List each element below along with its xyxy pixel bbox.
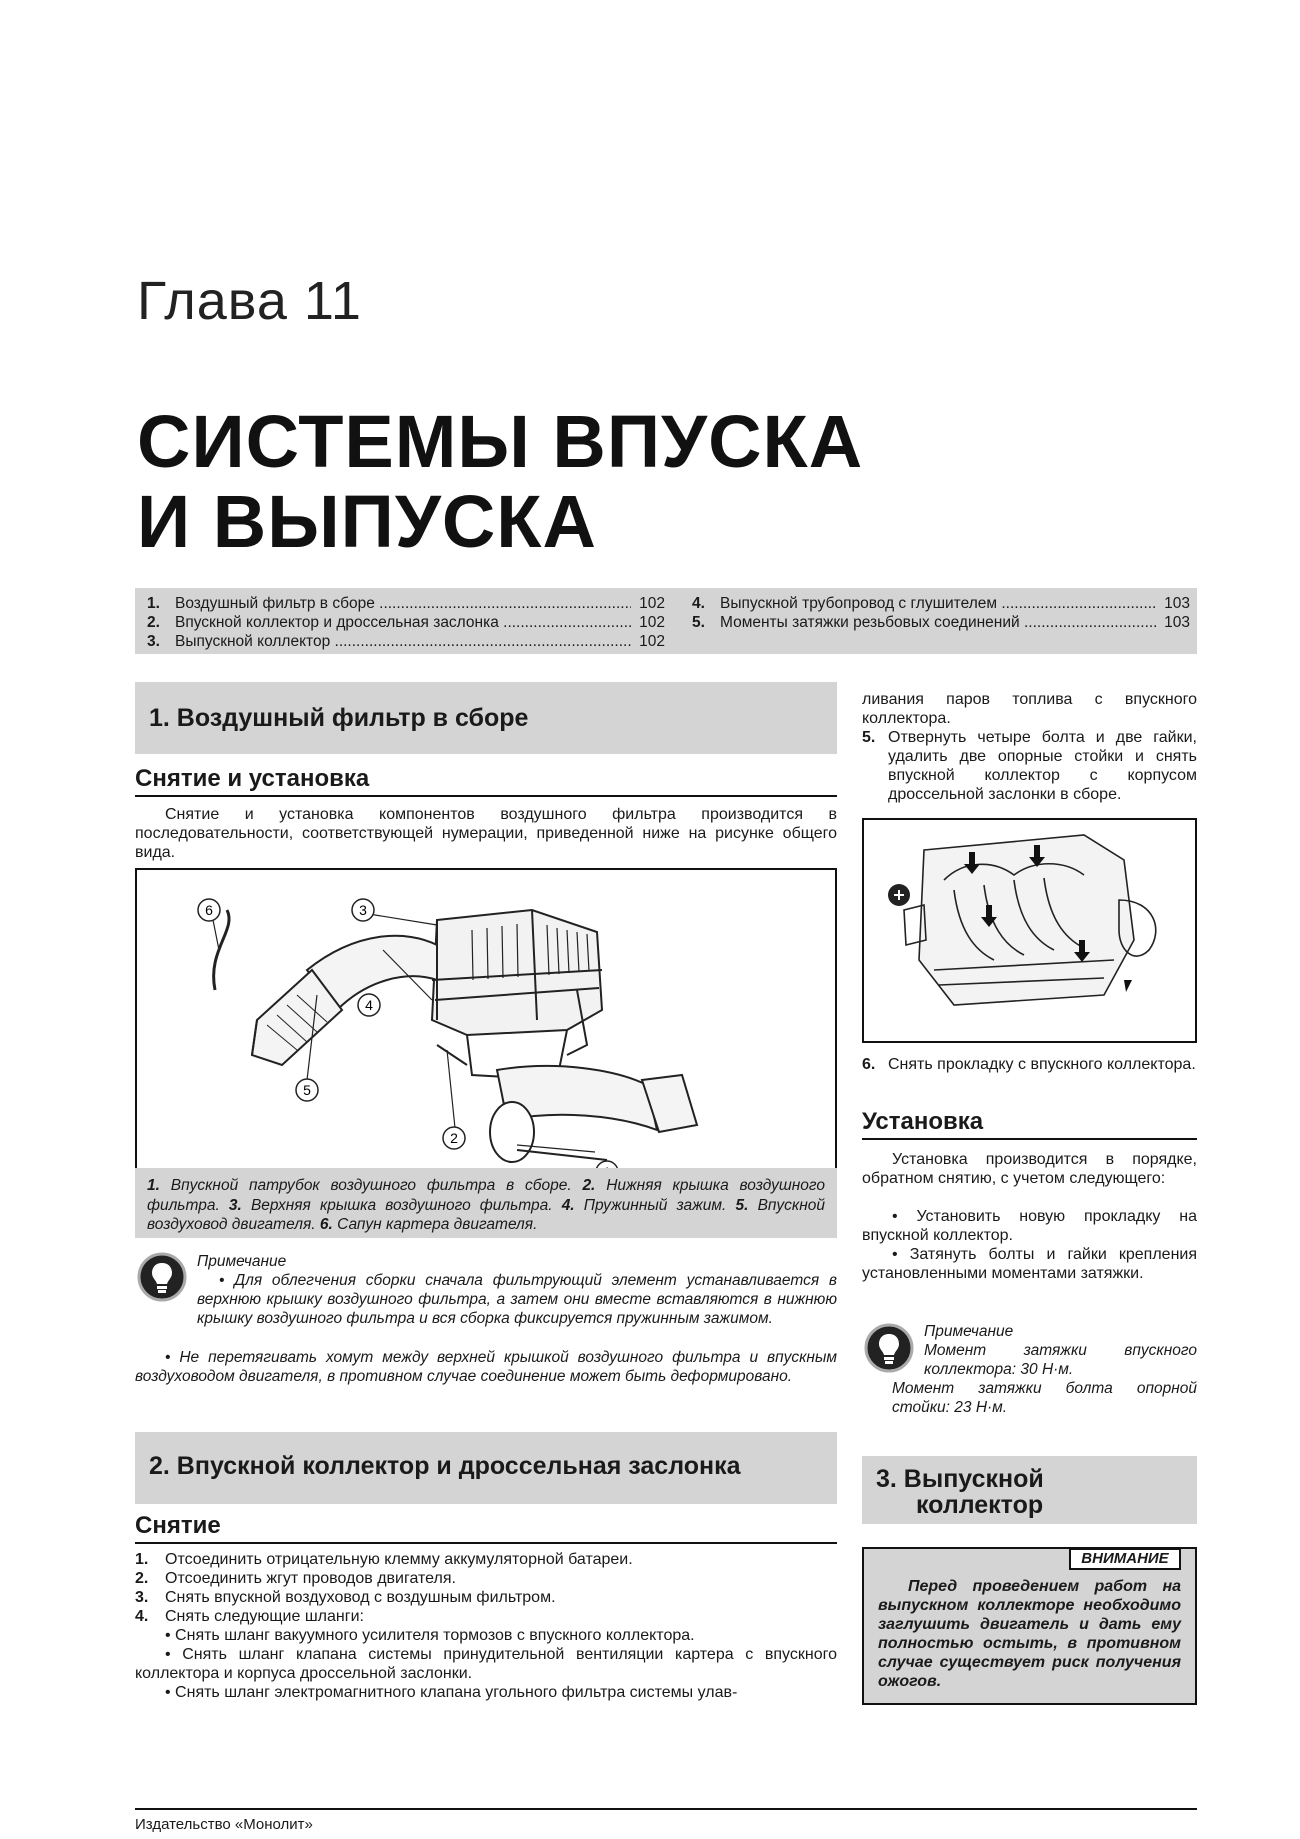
callout-3: 3 bbox=[359, 902, 367, 918]
toc-entry[interactable] bbox=[680, 594, 1190, 613]
figure-caption bbox=[135, 1168, 837, 1238]
toc-entry[interactable] bbox=[135, 594, 665, 613]
note-bulb-icon bbox=[864, 1323, 914, 1373]
toc-column-right bbox=[680, 594, 1190, 632]
warning-box bbox=[862, 1547, 1197, 1705]
removal-steps bbox=[135, 1550, 837, 1702]
section-1-intro: Снятие и установка компонентов воздушного фильтра производится в последовательности, соответствующей нумерации, приведенной ниже на рисунке общего вида. bbox=[135, 806, 837, 861]
callout-4: 4 bbox=[365, 997, 373, 1013]
note-2-line-1: Момент затяжки впускного коллектора: 30 Н·м. bbox=[924, 1342, 1197, 1378]
section-3-heading-line-2: коллектор bbox=[916, 1491, 1044, 1519]
toc-entry[interactable] bbox=[135, 613, 665, 632]
toc-entry[interactable] bbox=[680, 613, 1190, 632]
step-6 bbox=[862, 1055, 1197, 1074]
toc-entry-label: Выпускной трубопровод с глушителем ..... bbox=[720, 594, 1156, 613]
chapter-title-line-2: И ВЫПУСКА bbox=[137, 480, 597, 563]
toc-entry-page: 102 bbox=[639, 614, 665, 631]
chapter-title-line-1: СИСТЕМЫ ВПУСКА bbox=[137, 400, 864, 483]
toc-entry-number: 3. bbox=[147, 633, 160, 650]
toc-entry-number: 4. bbox=[692, 595, 705, 612]
list-item bbox=[135, 1607, 837, 1626]
installation-subheading: Установка bbox=[862, 1108, 1197, 1140]
section-2-heading: 2. Впускной коллектор и дроссельная заслонка bbox=[135, 1432, 837, 1504]
sub-step: • Снять шланг вакуумного усилителя тормозов с впускного коллектора. bbox=[165, 1627, 695, 1644]
step-number: 5. bbox=[862, 729, 876, 746]
intake-duct bbox=[252, 936, 437, 1065]
toc-entry-number: 5. bbox=[692, 614, 705, 631]
step-number: 1. bbox=[135, 1551, 149, 1568]
intake-manifold-figure bbox=[862, 818, 1197, 1043]
sub-step: • Снять шланг клапана системы принудительной вентиляции картера с впускного коллектора и корпуса дроссельной заслонки. bbox=[135, 1646, 837, 1682]
warning-tag: ВНИМАНИЕ bbox=[1069, 1548, 1181, 1570]
installation-bullet-1: • Установить новую прокладку на впускной коллектор. bbox=[862, 1208, 1197, 1244]
caption-num-4: 4. bbox=[561, 1196, 575, 1214]
section-1-heading: 1. Воздушный фильтр в сборе bbox=[135, 682, 837, 754]
caption-num-2: 2. bbox=[582, 1177, 596, 1194]
step-text: Снять впускной воздуховод с воздушным фильтром. bbox=[165, 1589, 556, 1606]
caption-num-1: 1. bbox=[147, 1177, 160, 1194]
toc-entry-page: 103 bbox=[1164, 614, 1190, 631]
note-1-paragraph-1: • Для облегчения сборки сначала фильтрующий элемент устанавливается в верхнюю крышку воздушного фильтра, а затем они вместе вставляются в нижнюю крышку воздушного фильтра и вся сборка фиксируется пружинным зажимом. bbox=[197, 1272, 837, 1327]
publisher-footer: Издательство «Монолит» bbox=[135, 1816, 313, 1833]
section-2-subheading: Снятие bbox=[135, 1512, 837, 1544]
step-text: Снять следующие шланги: bbox=[165, 1608, 364, 1625]
caption-text-3: Верхняя крышка воздушного фильтра. bbox=[250, 1196, 553, 1214]
table-of-contents bbox=[135, 588, 1197, 654]
step-text: Снять прокладку с впускного коллектора. bbox=[888, 1056, 1196, 1073]
note-bulb-icon bbox=[137, 1252, 187, 1302]
section-2-continued-text: ливания паров топлива с впускного коллектора. bbox=[862, 691, 1197, 727]
step-number: 3. bbox=[135, 1589, 149, 1606]
toc-entry-page: 102 bbox=[639, 595, 665, 612]
toc-column-left bbox=[135, 594, 665, 651]
engine-outline bbox=[904, 835, 1156, 1005]
stud-icon bbox=[888, 884, 910, 906]
installation-bullet-2: • Затянуть болты и гайки крепления установленными моментами затяжки. bbox=[862, 1246, 1197, 1282]
step-text: Отвернуть четыре болта и две гайки, удалить две опорные стойки и снять впускной коллектор с корпусом дроссельной заслонки в сборе. bbox=[888, 729, 1197, 803]
toc-entry-label: Воздушный фильтр в сборе ..... bbox=[175, 594, 631, 613]
caption-text-2: Нижняя крышка воздушного фильтра. bbox=[147, 1177, 825, 1214]
callout-5: 5 bbox=[303, 1082, 311, 1098]
section-3-heading-line-1: 3. Выпускной bbox=[876, 1465, 1044, 1493]
list-item bbox=[862, 728, 1197, 804]
toc-entry-number: 2. bbox=[147, 614, 160, 631]
toc-entry-page: 102 bbox=[639, 633, 665, 650]
step-5 bbox=[862, 728, 1197, 804]
toc-entry-page: 103 bbox=[1164, 595, 1190, 612]
caption-num-5: 5. bbox=[735, 1196, 749, 1214]
toc-entry[interactable] bbox=[135, 632, 665, 651]
section-1-subheading: Снятие и установка bbox=[135, 765, 837, 797]
caption-num-6: 6. bbox=[319, 1216, 333, 1233]
sub-step: • Снять шланг электромагнитного клапана угольного фильтра системы улав- bbox=[165, 1684, 738, 1701]
caption-text-6: Сапун картера двигателя. bbox=[337, 1216, 538, 1233]
caption-text-5: Впускной воздуховод двигателя. bbox=[147, 1196, 826, 1233]
toc-entry-label: Моменты затяжки резьбовых соединений ..... bbox=[720, 613, 1156, 632]
step-text: Отсоединить отрицательную клемму аккумуляторной батареи. bbox=[165, 1551, 633, 1568]
step-number: 4. bbox=[135, 1608, 149, 1625]
note-1-paragraph-2: • Не перетягивать хомут между верхней крышкой воздушного фильтра и впускным воздуховодом двигателя, в противном случае соединение может быть деформировано. bbox=[135, 1349, 837, 1385]
caption-text-1: Впускной патрубок воздушного фильтра в сборе. bbox=[170, 1177, 572, 1194]
breather-hose bbox=[214, 910, 229, 990]
list-item bbox=[135, 1569, 837, 1588]
toc-entry-number: 1. bbox=[147, 595, 160, 612]
chapter-title bbox=[137, 402, 863, 562]
note-2-title: Примечание bbox=[924, 1323, 1014, 1340]
installation-intro: Установка производится в порядке, обратном снятию, с учетом следующего: bbox=[862, 1151, 1197, 1187]
step-number: 6. bbox=[862, 1056, 876, 1073]
warning-text: Перед проведением работ на выпускном коллекторе необходимо заглушить двигатель и дать ему полностью остыть, в противном случае существует риск получения ожогов. bbox=[878, 1578, 1181, 1690]
step-text: Отсоединить жгут проводов двигателя. bbox=[165, 1570, 456, 1587]
note-2-line-2: Момент затяжки болта опорной стойки: 23 Н·м. bbox=[892, 1380, 1197, 1416]
intake-manifold-drawing bbox=[864, 820, 1195, 1041]
chapter-label: Глава 11 bbox=[137, 271, 362, 331]
callout-2: 2 bbox=[450, 1130, 458, 1146]
note-1-title: Примечание bbox=[197, 1253, 287, 1270]
toc-entry-label: Выпускной коллектор ..... bbox=[175, 632, 631, 651]
section-3-heading bbox=[862, 1456, 1197, 1524]
callout-6: 6 bbox=[205, 902, 213, 918]
caption-num-3: 3. bbox=[228, 1196, 242, 1214]
list-item bbox=[862, 1055, 1197, 1074]
caption-text-4: Пружинный зажим. bbox=[583, 1196, 727, 1214]
list-item bbox=[135, 1588, 837, 1607]
step-number: 2. bbox=[135, 1570, 149, 1587]
toc-entry-label: Впускной коллектор и дроссельная заслонка ..... bbox=[175, 613, 631, 632]
list-item bbox=[135, 1550, 837, 1569]
footer-rule bbox=[135, 1808, 1197, 1810]
filter-housing bbox=[432, 910, 602, 1080]
